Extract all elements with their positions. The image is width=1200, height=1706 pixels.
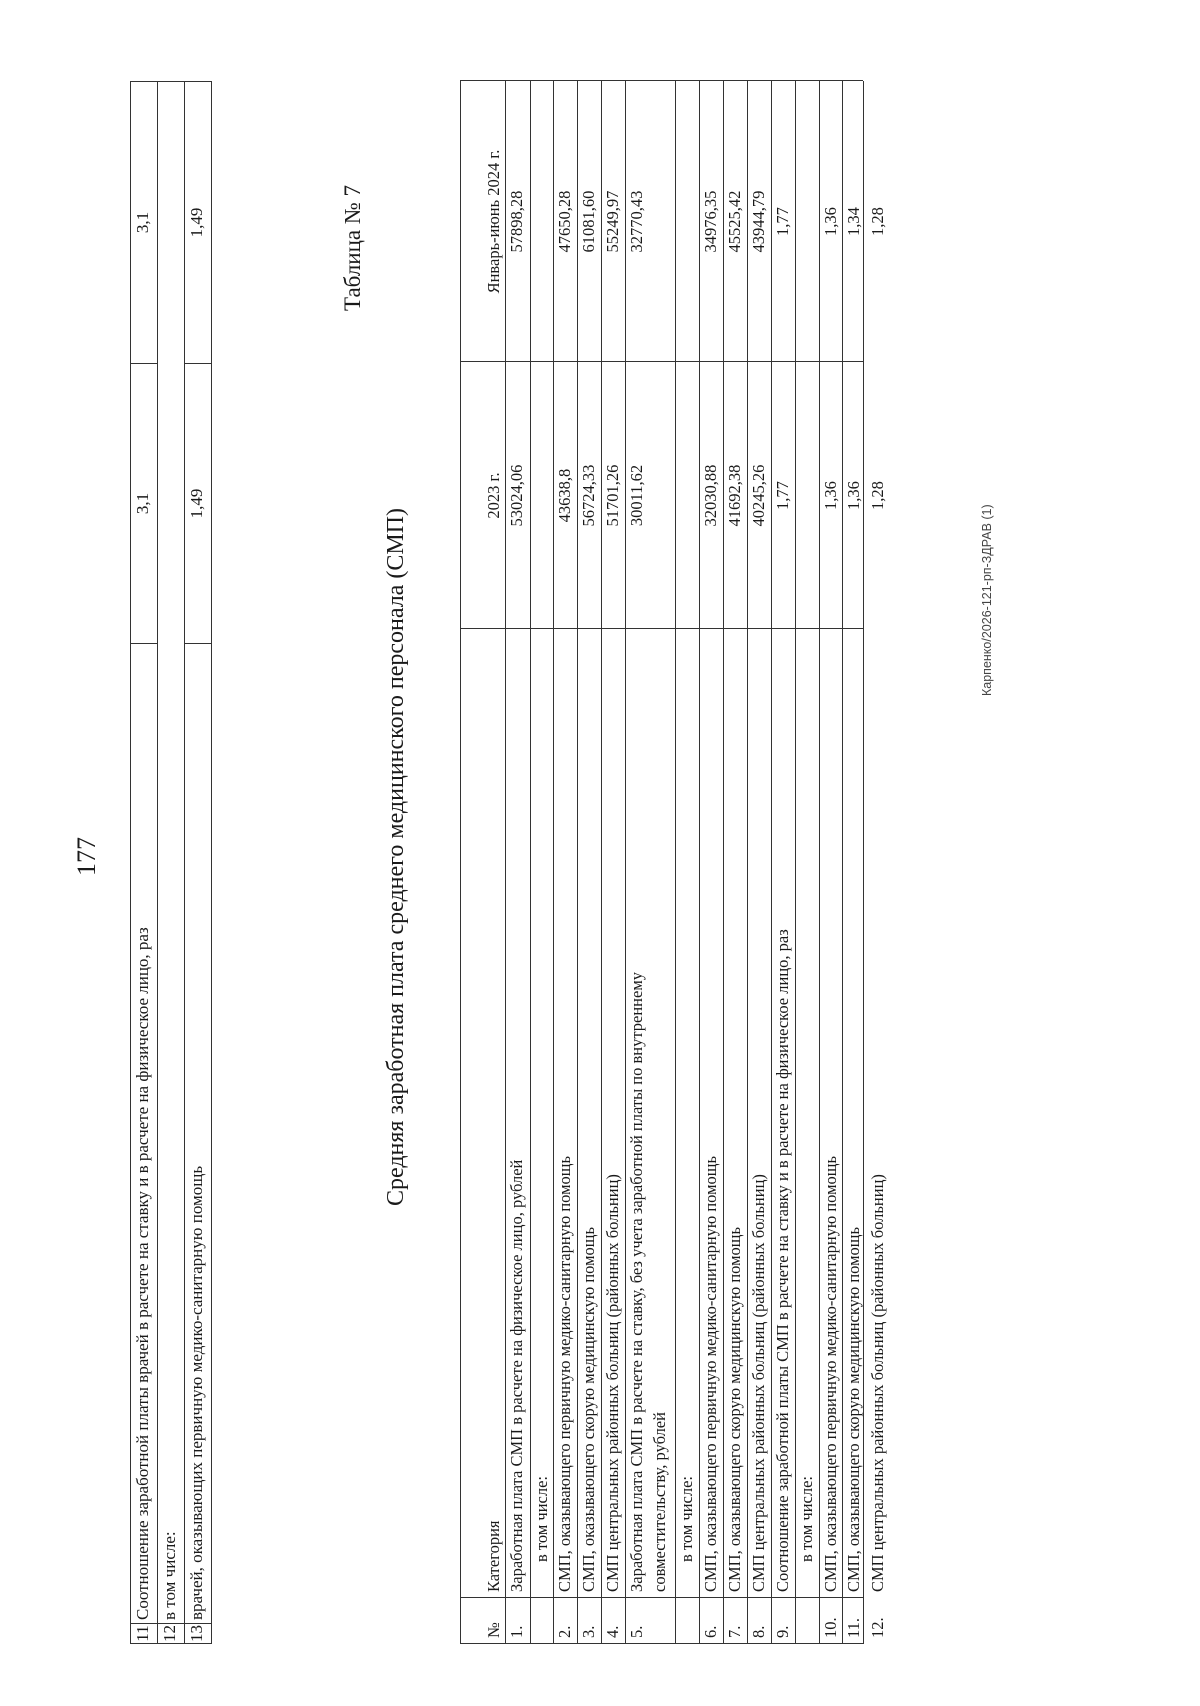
- value-2023: 1,36: [844, 481, 863, 510]
- row-number: 9.: [773, 1625, 792, 1638]
- row-number: 5.: [627, 1625, 646, 1638]
- row-label-cont: совместительству, рублей: [650, 1412, 669, 1592]
- header-2023: 2023 г.: [484, 472, 503, 519]
- row-number: 12: [157, 1624, 184, 1644]
- row-label: Заработная плата СМП в расчете на ставку, без учета заработной платы по внутреннему: [627, 971, 646, 1592]
- row-label: СМП центральных районных больниц (районных больниц): [868, 1174, 887, 1592]
- table-title: Средняя заработная плата среднего медицинского персонала (СМП): [383, 507, 409, 1206]
- row-divider: [795, 81, 796, 1644]
- row-number: 11: [130, 1624, 157, 1644]
- value-2024: 45525,42: [725, 190, 744, 253]
- row-divider: [530, 81, 531, 1644]
- row-label: СМП, оказывающего скорую медицинскую помощь: [579, 1226, 598, 1592]
- table-border: [460, 1643, 863, 1644]
- table-row: [184, 81, 211, 1644]
- row-label: врачей, оказывающих первичную медико-санитарную помощь: [184, 644, 211, 1624]
- row-label: в том числе:: [797, 1475, 816, 1562]
- value-2023: 51701,26: [603, 464, 622, 527]
- row-label: СМП центральных районных больниц (районных больниц): [603, 1174, 622, 1592]
- value-2024: 34976,35: [701, 190, 720, 253]
- row-label: СМП, оказывающего скорую медицинскую помощь: [844, 1226, 863, 1592]
- value-2024: 43944,79: [749, 190, 768, 253]
- value-2024: 57898,28: [507, 190, 526, 253]
- row-divider: [460, 81, 461, 1644]
- row-label: в том числе:: [157, 81, 184, 1624]
- row-label: Соотношение заработной платы врачей в расчете на ставку и в расчете на физическое лицо, раз: [130, 644, 157, 1624]
- row-divider: [771, 81, 772, 1644]
- value-2023: 56724,33: [579, 464, 598, 527]
- row-divider: [505, 81, 506, 1644]
- row-divider: [747, 81, 748, 1644]
- value-2024: 1,36: [821, 207, 840, 236]
- row-divider: [553, 81, 554, 1644]
- row-label: Заработная плата СМП в расчете на физическое лицо, рублей: [507, 1159, 526, 1592]
- continuation-table: [130, 81, 211, 1644]
- row-number: 12.: [868, 1617, 887, 1638]
- value-2023: 1,36: [821, 481, 840, 510]
- header-category: Категория: [484, 1520, 503, 1592]
- row-divider: [577, 81, 578, 1644]
- value-2024: 1,28: [868, 207, 887, 236]
- value-2024: 61081,60: [579, 190, 598, 253]
- row-divider: [675, 81, 676, 1644]
- row-number: 6.: [701, 1625, 720, 1638]
- row-number: 11.: [844, 1617, 863, 1638]
- row-number: 10.: [821, 1617, 840, 1638]
- value-2023: 41692,38: [725, 464, 744, 527]
- value-2024: 47650,28: [555, 190, 574, 253]
- row-number: 4.: [603, 1625, 622, 1638]
- salary-table: [460, 81, 887, 1644]
- row-number: 7.: [725, 1625, 744, 1638]
- row-divider: [723, 81, 724, 1644]
- value-2024: 1,34: [844, 207, 863, 236]
- row-number: 3.: [579, 1625, 598, 1638]
- value-2023: 30011,62: [627, 464, 646, 527]
- value-2024: 32770,43: [627, 190, 646, 253]
- value-2023: 53024,06: [507, 464, 526, 527]
- row-divider: [842, 81, 843, 1644]
- table-border: [460, 1597, 863, 1598]
- value-2023: 1,49: [184, 364, 211, 644]
- page-number: 177: [72, 837, 101, 876]
- table-border: [211, 81, 212, 1644]
- row-divider: [625, 81, 626, 1644]
- table-label: Таблица № 7: [340, 184, 365, 311]
- row-number: 1.: [507, 1625, 526, 1638]
- value-2024: 3,1: [130, 81, 157, 364]
- row-label: СМП, оказывающего скорую медицинскую помощь: [725, 1226, 744, 1592]
- row-number: 8.: [749, 1625, 768, 1638]
- row-number: 2.: [555, 1625, 574, 1638]
- row-label: в том числе:: [677, 1475, 696, 1562]
- value-2023: 40245,26: [749, 464, 768, 527]
- row-label: СМП центральных районных больниц (районных больниц): [749, 1174, 768, 1592]
- value-2023: 43638,8: [555, 468, 574, 523]
- row-divider: [601, 81, 602, 1644]
- row-label: Соотношение заработной платы СМП в расчете на ставку и в расчете на физическое лицо, раз: [773, 929, 792, 1592]
- value-2024: 1,77: [773, 207, 792, 236]
- header-2024: Январь-июнь 2024 г.: [484, 149, 503, 294]
- row-label: в том числе:: [532, 1475, 551, 1562]
- row-divider: [819, 81, 820, 1644]
- value-2024: 1,49: [184, 81, 211, 364]
- row-label: СМП, оказывающего первичную медико-санитарную помощь: [555, 1155, 574, 1592]
- row-label: СМП, оказывающего первичную медико-санитарную помощь: [701, 1155, 720, 1592]
- value-2023: 3,1: [130, 364, 157, 644]
- value-2023: 1,28: [868, 481, 887, 510]
- document-code: Карпенко/2026-121-рп-ЗДРАВ (1): [980, 504, 994, 696]
- row-number: 13: [184, 1624, 211, 1644]
- header-number: №: [484, 1622, 503, 1638]
- row-divider: [699, 81, 700, 1644]
- table-row: [157, 81, 184, 1644]
- value-2023: 1,77: [773, 481, 792, 510]
- value-2023: 32030,88: [701, 464, 720, 527]
- value-2024: 55249,97: [603, 190, 622, 253]
- row-label: СМП, оказывающего первичную медико-санитарную помощь: [821, 1155, 840, 1592]
- table-row: [130, 81, 157, 1644]
